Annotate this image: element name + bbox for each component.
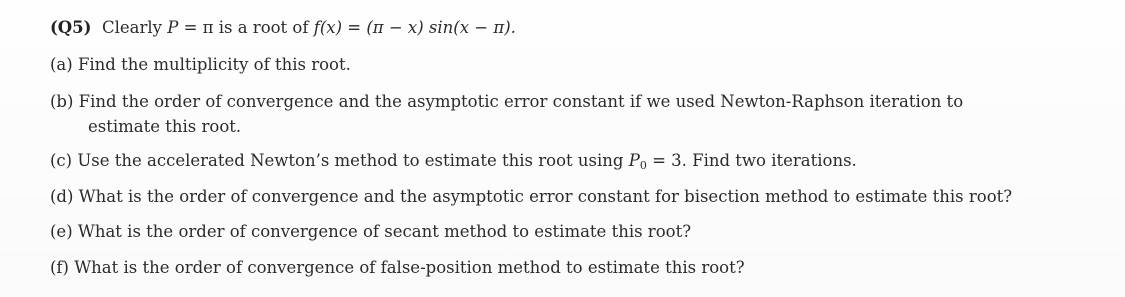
math-p: P <box>167 18 179 37</box>
part-d: (d) What is the order of convergence and the asymptotic error constant for bisection method to estimate this root? <box>50 187 1013 206</box>
part-b-line1: (b) Find the order of convergence and the asymptotic error constant if we used Newton-Raphson iteration to <box>50 92 964 111</box>
part-e: (e) What is the order of convergence of secant method to estimate this root? <box>50 222 692 241</box>
math-function: f(x) = (π − x) sin(x − π). <box>308 18 516 37</box>
part-b-line2: estimate this root. <box>88 117 242 136</box>
part-c <box>50 150 1085 172</box>
question-mid-text: is a root of <box>218 18 309 37</box>
question-intro: Clearly <box>101 18 162 37</box>
question-header <box>50 17 1085 39</box>
part-a: (a) Find the multiplicity of this root. <box>50 55 351 74</box>
math-p0: $P_0$ <box>628 151 647 172</box>
math-eq-pi: = π <box>178 18 219 37</box>
part-c-text: (c) Use the accelerated Newton’s method to estimate this root using <box>50 151 624 170</box>
part-f: (f) What is the order of convergence of false-position method to estimate this root? <box>50 258 745 277</box>
part-c-after: = 3. Find two iterations. <box>646 151 857 170</box>
question-label: (Q5) <box>50 18 92 37</box>
